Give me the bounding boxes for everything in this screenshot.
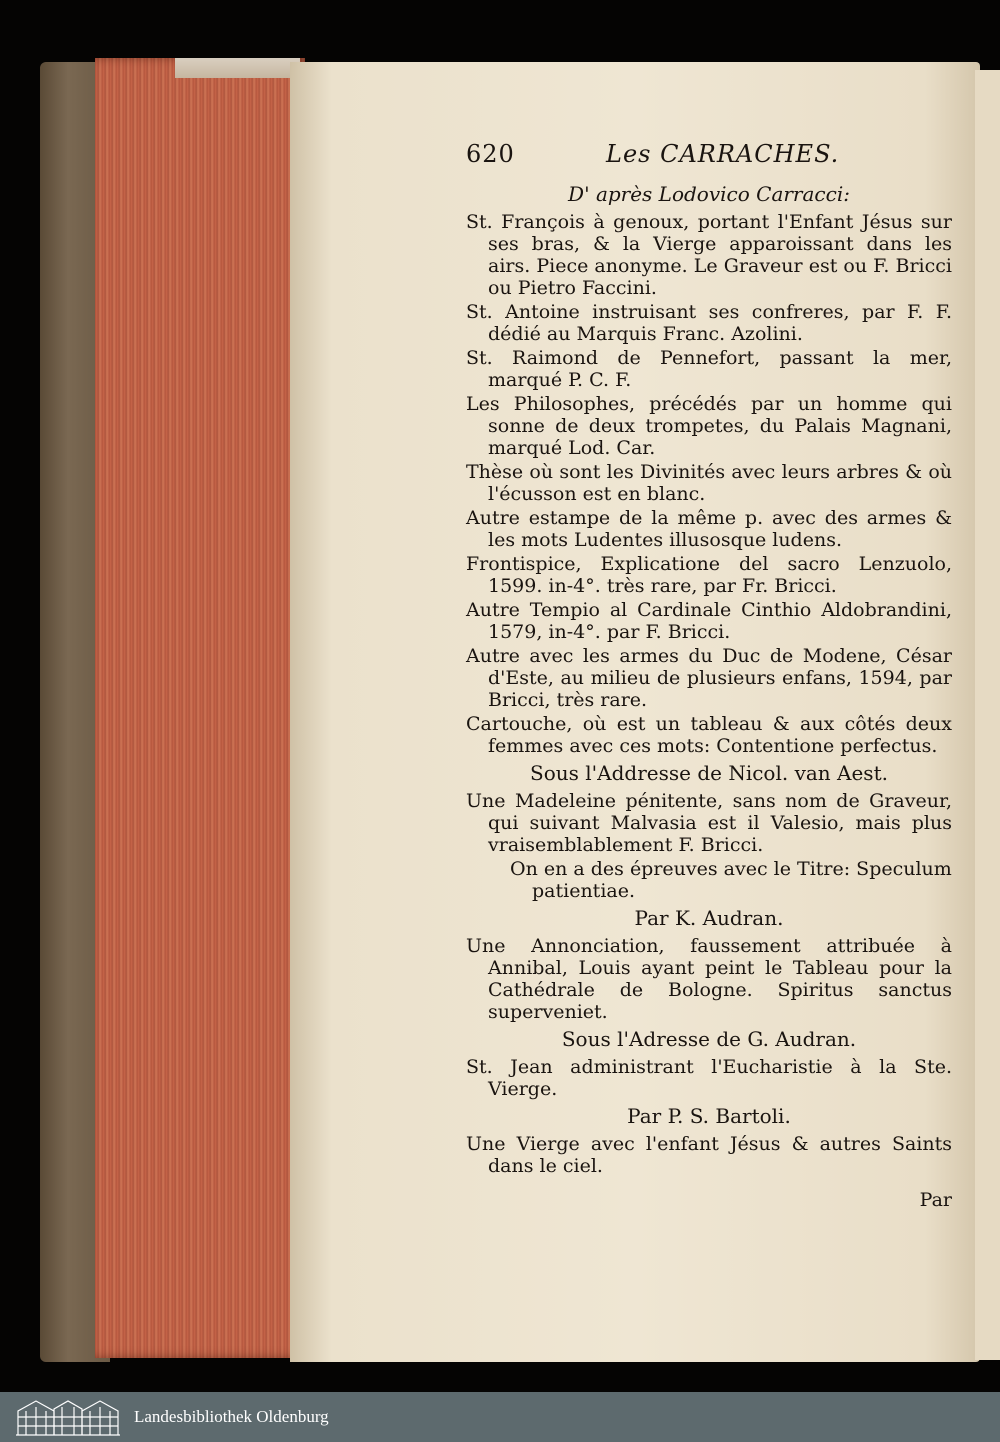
section-heading: D' après Lodovico Carracci:	[568, 182, 850, 206]
catchword: Par	[919, 1189, 952, 1211]
catalog-entry: Frontispice, Explicatione del sacro Lenzuolo, 1599. in-4°. très rare, par Fr. Bricci.	[466, 553, 952, 597]
catalog-entry: St. Raimond de Pennefort, passant la mer, marqué P. C. F.	[466, 347, 952, 391]
catalog-entry: Une Vierge avec l'enfant Jésus & autres Saints dans le ciel.	[466, 1133, 952, 1177]
catalog-entry: St. François à genoux, portant l'Enfant Jésus sur ses bras, & la Vierge apparoissant dans les airs. Piece anonyme. Le Graveur est ou F. Bricci ou Pietro Faccini.	[466, 211, 952, 299]
catalog-entry: Autre Tempio al Cardinale Cinthio Aldobrandini, 1579, in-4°. par F. Bricci.	[466, 599, 952, 643]
section-heading: Par P. S. Bartoli.	[627, 1104, 791, 1128]
section-heading: Par K. Audran.	[634, 906, 784, 930]
page-number: 620	[466, 140, 515, 168]
catalog-entry: St. Jean administrant l'Eucharistie à la Ste. Vierge.	[466, 1056, 952, 1100]
page-header	[466, 140, 952, 178]
section-heading: Sous l'Addresse de Nicol. van Aest.	[530, 761, 888, 785]
catalog-entry: Autre avec les armes du Duc de Modene, César d'Este, au milieu de plusieurs enfans, 1594, par Bricci, très rare.	[466, 645, 952, 711]
catalog-entry: Les Philosophes, précédés par un homme qui sonne de deux trompetes, du Palais Magnani, marqué Lod. Car.	[466, 393, 952, 459]
catalog-entry: Une Annonciation, faussement attribuée à Annibal, Louis ayant peint le Tableau pour la Cathédrale de Bologne. Spiritus sanctus superveniet.	[466, 935, 952, 1023]
catalog-entry: St. Antoine instruisant ses confreres, par F. F. dédié au Marquis Franc. Azolini.	[466, 301, 952, 345]
library-building-icon	[14, 1397, 122, 1437]
facing-page-edge	[975, 70, 1000, 1360]
catalog-entry: Thèse où sont les Divinités avec leurs arbres & où l'écusson est en blanc.	[466, 461, 952, 505]
catalog-entry: Autre estampe de la même p. avec des armes & les mots Ludentes illusosque ludens.	[466, 507, 952, 551]
page-text	[466, 140, 952, 1211]
page-edges-top	[175, 58, 300, 78]
page-edges	[95, 58, 305, 1358]
library-name[interactable]: Landesbibliothek Oldenburg	[134, 1407, 329, 1426]
running-head: Les CARRACHES.	[606, 140, 840, 168]
catalog-entry: Cartouche, où est un tableau & aux côtés deux femmes avec ces mots: Contentione perfectus.	[466, 713, 952, 757]
catalog-entry: Une Madeleine pénitente, sans nom de Graveur, qui suivant Malvasia est il Valesio, mais plus vraisemblablement F. Bricci.	[466, 790, 952, 856]
library-footer	[0, 1392, 1000, 1442]
section-heading: Sous l'Adresse de G. Audran.	[561, 1027, 857, 1051]
catalog-note: On en a des épreuves avec le Titre: Speculum patientiae.	[510, 858, 952, 902]
